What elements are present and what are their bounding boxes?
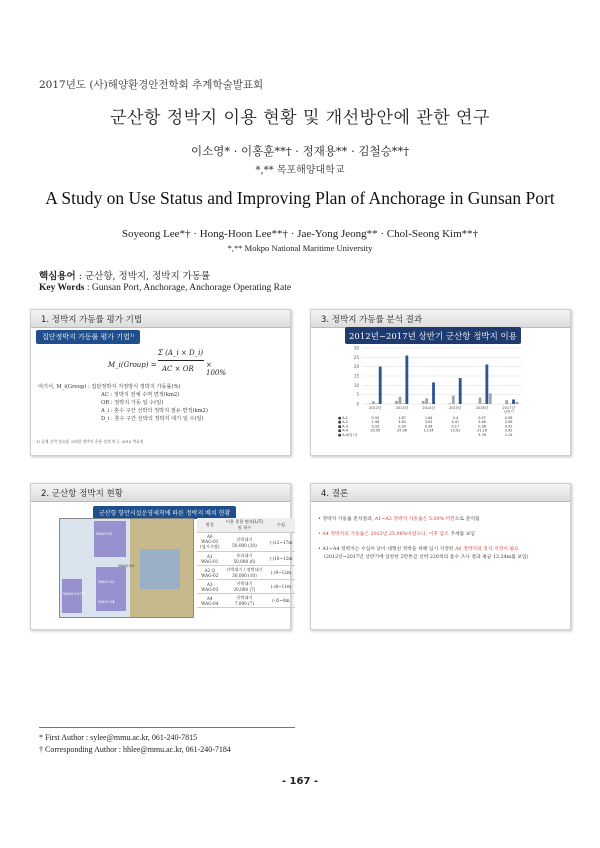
table-value: 0.39 [398, 424, 406, 429]
def-line: OR : 정박지 가동 일 수(일) [101, 400, 164, 406]
keywords-korean-label: 핵심용어 [39, 271, 76, 282]
bar-a2 [479, 398, 482, 404]
table-value: 11.54 [423, 428, 434, 433]
table-header: 명칭 [197, 518, 222, 533]
footnote-first-author: * First Author : sylee@mmu.ac.kr, 061-240-7815 [39, 733, 198, 742]
anchorage-table [197, 518, 295, 608]
table-cell: (-)8~11m [266, 580, 295, 594]
table-value: 0.07 [478, 416, 486, 420]
method-label: 집단정박지 가동률 평가 기법¹⁾ [36, 330, 140, 344]
table-cell: (-)9~12m [266, 566, 295, 580]
formula-definitions [38, 383, 208, 423]
map-label: WAG-03 [118, 563, 135, 568]
table-row [197, 552, 295, 566]
table-value: 0.32 [504, 424, 513, 429]
def-line: A_i : 혼수 구간 선박의 정박지 점유 면적(km2) [101, 408, 208, 414]
table-cell: A3 WAG-03 [197, 580, 222, 594]
keywords-english-text: : Gunsan Port, Anchorage, Anchorage Operating Rate [84, 283, 292, 293]
y-tick-label: 0 [356, 401, 359, 407]
text-run: 으로 분석됨 [454, 517, 480, 522]
y-tick-label: 25 [353, 354, 359, 360]
map-label: WAG-04 [98, 599, 115, 604]
bar-a1 [368, 403, 371, 404]
anchorage-map [59, 518, 194, 618]
conclusion-bullet [318, 516, 540, 524]
text-run-highlight: A0 정박지의 정식 지정이 필요 [455, 547, 519, 552]
slide-title: 2. 군산항 정박지 현황 [41, 489, 123, 499]
table-cell: A2 Q WAG-02 [197, 566, 222, 580]
table-cell: (-)10~12m [266, 552, 295, 566]
table-series-label: ■ A-4 [338, 428, 348, 433]
conclusion-text [318, 516, 540, 569]
map-label: WAG-01(T) [63, 591, 86, 596]
utilization-formula [108, 343, 227, 387]
y-tick-label: 15 [353, 373, 359, 379]
bar-a1 [395, 401, 398, 404]
bar-a3 [429, 403, 432, 404]
table-value: 13.91 [450, 428, 461, 433]
text-run-highlight: • A4 정박지의 가동률은 2013년 25.98%이었으나, 이후 감소 [318, 532, 449, 537]
fraction-bar [158, 360, 204, 361]
slide-header [311, 310, 570, 328]
table-value: 0.32 [371, 416, 380, 420]
conference-header: 2017년도 (사)해양환경안전학회 추계학술발표회 [39, 79, 264, 91]
x-tick-label: 2014년 [422, 406, 435, 410]
table-cell: A0 WAG-01 (임시지정) [197, 533, 222, 552]
table-value: 0.34 [424, 424, 433, 429]
x-tick-label: 2016년 [475, 406, 489, 410]
bar-a2 [399, 397, 402, 404]
bar-a0 [516, 402, 519, 404]
table-value: 1.64 [424, 416, 433, 420]
table-value: 0.08 [504, 416, 513, 420]
paper-title-english: A Study on Use Status and Improving Plan of Anchorage in Gunsan Port [45, 188, 555, 208]
y-tick-label: 5 [356, 392, 359, 398]
bar-a2 [425, 398, 428, 404]
table-value: 25.98 [397, 428, 407, 433]
table-cell: 선박대기 50,000 (10) [222, 533, 266, 552]
bar-a3 [509, 403, 512, 404]
x-tick-label: 2012년 [369, 406, 382, 410]
bar-a4 [379, 367, 382, 404]
table-value: 2.06 [504, 420, 513, 425]
text-run: • A1~A4 정박지는 수심이 낮아 대형선 정박을 위해 임시 지정된 [318, 547, 456, 552]
table-cell: (-)12~17m [266, 533, 295, 552]
table-series-label: ■ A-1 [338, 416, 348, 420]
slide-title: 3. 정박지 가동률 분석 결과 [321, 315, 423, 325]
port-area [140, 549, 180, 589]
keywords-korean [39, 268, 210, 282]
bar-a4 [459, 378, 462, 404]
x-tick-label: 2017년 [502, 406, 515, 410]
bar-a3 [482, 403, 485, 404]
table-value: 2.42 [504, 428, 513, 433]
table-cell: 선박대기 20,000 (7) [222, 580, 266, 594]
table-row [197, 580, 295, 594]
affiliation-english: *,** Mokpo National Maritime University [227, 243, 373, 253]
map-label: WAG-01 [96, 531, 113, 536]
x-tick-label: 상반기 [503, 410, 514, 414]
y-tick-label: 30 [353, 345, 359, 351]
table-header: 수심 [266, 518, 295, 533]
keywords-korean-text: : 군산항, 정박지, 정박지 가동률 [75, 271, 211, 282]
table-value: 1.14 [504, 432, 513, 437]
table-value: 4.47 [451, 420, 460, 425]
bar-a4 [485, 364, 488, 404]
anchorage-zone [94, 521, 126, 557]
map-label: WAG-02 [98, 579, 115, 584]
footnote-corresponding-author: † Corresponding Author : hhlee@mmu.ac.kr, 061-240-7184 [39, 745, 231, 754]
authors-english: Soyeong Lee*† · Hong-Hoon Lee**† · Jae-Yong Jeong** · Chol-Seong Kim**† [121, 228, 479, 240]
table-row [197, 533, 295, 552]
anchorage-layout-label: 군산항 항만시설운영세칙에 따른 정박지 배치 현황 [93, 506, 236, 519]
def-line: D_i : 혼수 구간 선박의 정박지 대기 일 수(일) [101, 416, 204, 422]
bar-a2 [505, 400, 508, 404]
y-tick-label: 20 [353, 364, 359, 370]
text-run: • 정박지 가동률 분석결과, [318, 517, 375, 522]
formula-numerator: Σ (A_i × D_i) [158, 349, 204, 357]
table-value: 3.83 [398, 420, 406, 425]
conclusion-bullet [318, 531, 540, 539]
y-tick-label: 10 [353, 382, 359, 388]
slide-header [31, 310, 290, 328]
page-number: - 167 - [281, 776, 319, 787]
table-row [197, 594, 295, 608]
anchorage-zone [62, 579, 82, 613]
bar-a4 [405, 356, 408, 404]
table-value: 0.17 [451, 424, 460, 429]
keywords-english [39, 283, 291, 293]
bar-a1 [448, 403, 451, 404]
table-value: 0.4 [452, 416, 459, 420]
chart-heading-text: 2012년~2017년 상반기 군산항 정박지 이용률 [349, 332, 517, 354]
formula-rhs: × 100% [206, 361, 227, 377]
chart-unit: (단위:%) [429, 348, 448, 353]
conclusion-bullet [318, 546, 540, 554]
bar-a3 [402, 403, 405, 404]
x-tick-label: 2013년 [395, 406, 409, 410]
slide-header [311, 484, 570, 502]
anchorage-zone [96, 567, 126, 611]
bar-a4 [432, 382, 435, 404]
bar-a2 [452, 396, 455, 404]
table-series-label: ■ A-0(임시) [338, 432, 358, 437]
table-cell: 통과대기 50,000 (6) [222, 552, 266, 566]
table-cell: 선박대기 7,000 (7) [222, 594, 266, 608]
table-cell: A1 WAG-01 [197, 552, 222, 566]
bar-a2 [372, 401, 375, 404]
table-cell: A4 WAG-04 [197, 594, 222, 608]
def-line: AC : 정박지 전체 수역 면적(km2) [101, 392, 180, 398]
table-series-label: ■ A-2 [338, 420, 348, 425]
slide-header [31, 484, 290, 502]
text-run-highlight: A1~A3 정박지 가동률은 5.00% 미만 [374, 517, 455, 522]
bar-a3 [375, 403, 378, 404]
table-series-label: ■ A-3 [338, 424, 348, 429]
bar-a0 [489, 393, 492, 404]
table-cell: (-)5~8m [266, 594, 295, 608]
bar-a4 [512, 399, 515, 404]
bar-a1 [422, 401, 425, 404]
text-run: 추세를 보임 [448, 532, 476, 537]
utilization-chart [336, 344, 526, 442]
table-value: 3.05 [424, 420, 433, 425]
table-value: 3.46 [478, 420, 486, 425]
table-value: 0.38 [478, 424, 486, 429]
table-value: 5.76 [478, 432, 486, 437]
def-line: 여기서, M_i(Group) : 집단정박지 지정방식 정박지 가동률(%) [38, 384, 181, 390]
paper-title-korean: 군산항 정박지 이용 현황 및 개선방안에 관한 연구 [110, 108, 490, 128]
table-header-row [197, 518, 295, 533]
table-header: 이용 종용 면적(L/T) 및 척수 [222, 518, 266, 533]
slide-footnote: 1) 실제 선박 점유율 고려한 정박지 운용 설계 연구, 2016 박효진 [36, 439, 144, 444]
footnote-divider [39, 727, 295, 728]
slide-title: 4. 결론 [321, 489, 349, 499]
table-value: 0.33 [371, 424, 380, 429]
x-tick-label: 2015년 [449, 406, 462, 410]
table-value: 1.46 [371, 420, 380, 425]
keywords-english-label: Key Words [39, 283, 85, 293]
table-row [197, 566, 295, 580]
table-value: 21.18 [477, 428, 487, 433]
table-value: 20.05 [370, 428, 381, 433]
table-cell: 선박대기 / 정박대기 30,000 (10) [222, 566, 266, 580]
authors-korean: 이소영* · 이홍훈**† · 정재용** · 김철승**† [191, 144, 409, 158]
affiliation-korean: *,** 목포해양대학교 [255, 165, 345, 176]
table-value: 1.67 [398, 416, 406, 420]
formula-denominator: AC × OR [162, 365, 194, 373]
conclusion-subnote: (2012년~2017년 상반기에 입항한 3만톤급 선박 220척의 흘수 조사 결과 평균 12.24m를 보임) [324, 555, 529, 560]
formula-lhs: M_i(Group) = [108, 361, 157, 369]
slide-title: 1. 정박지 가동률 평가 기법 [41, 315, 143, 325]
